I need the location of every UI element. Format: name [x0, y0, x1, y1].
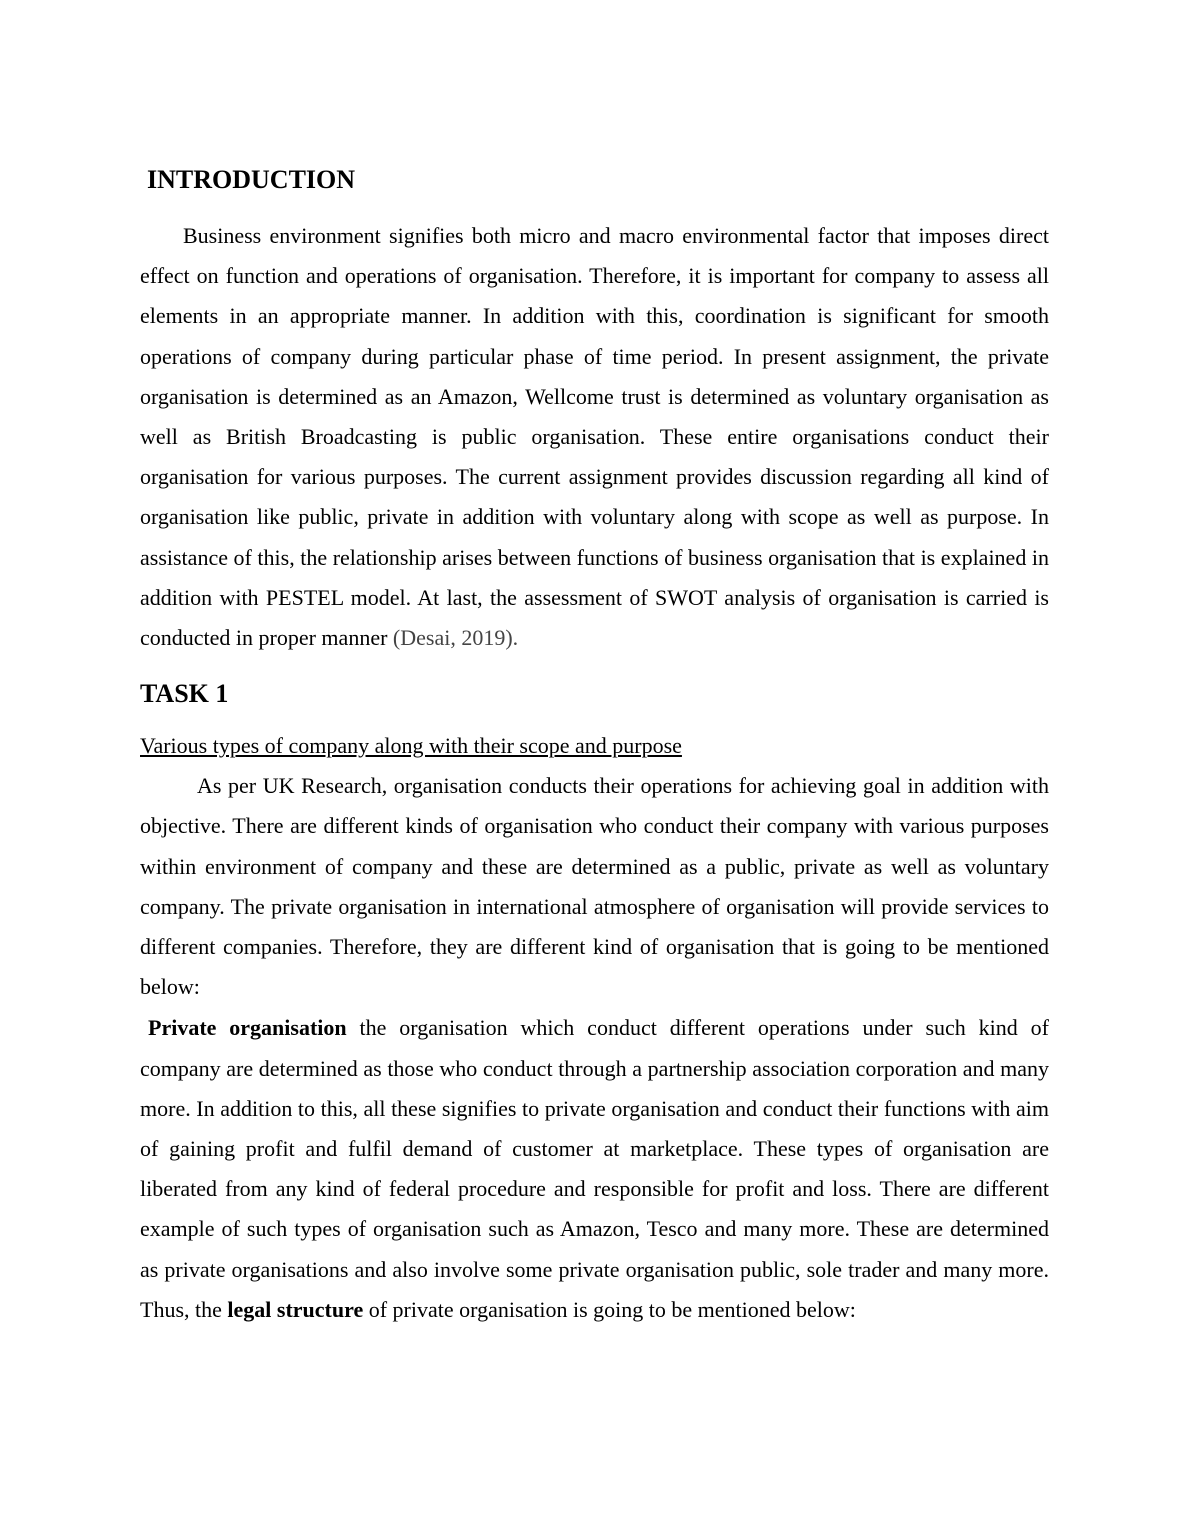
- private-organisation-text-1: the organisation which conduct different operations under such kind of company are determined as those who conduct through a partnership association corporation and many more. In addition to this, all these signifies to private organisation and conduct their functions with aim of gaining profit and fulfil demand of customer at marketplace. These types of organisation are liberated from any kind of federal procedure and responsible for profit and loss. There are different example of such types of organisation such as Amazon, Tesco and many more. These are determined as private organisations and also involve some private organisation public, sole trader and many more. Thus, the: [140, 1015, 1049, 1322]
- task1-heading: TASK 1: [140, 679, 229, 709]
- citation: (Desai, 2019): [392, 625, 513, 651]
- task1-paragraph: As per UK Research, organisation conducts their operations for achieving goal in addition with objective. There are different kinds of organisation who conduct their company with various purposes within environment of company and these are determined as a public, private as well as voluntary company. The private organisation in international atmosphere of organisation will provide services to different companies. Therefore, they are different kind of organisation that is going to be mentioned below:: [140, 773, 1049, 1000]
- introduction-heading: INTRODUCTION: [147, 165, 356, 194]
- private-organisation-paragraph: [140, 1008, 1049, 1330]
- introduction-paragraph: [140, 216, 1049, 658]
- private-organisation-text-2: of private organisation is going to be mentioned below:: [363, 1296, 856, 1322]
- task1-subheading: Various types of company along with their scope and purpose: [140, 733, 682, 759]
- legal-structure-term: legal structure: [227, 1296, 364, 1322]
- citation-period: .: [512, 625, 519, 651]
- private-organisation-term: Private organisation: [148, 1015, 347, 1041]
- introduction-text: Business environment signifies both micro and macro environmental factor that imposes direct effect on function and operations of organisation. Therefore, it is important for company to assess all elements in an appropriate manner. In addition with this, coordination is significant for smooth operations of company during particular phase of time period. In present assignment, the private organisation is determined as an Amazon, Wellcome trust is determined as voluntary organisation as well as British Broadcasting is public organisation. These entire organisations conduct their organisation for various purposes. The current assignment provides discussion regarding all kind of organisation like public, private in addition with voluntary along with scope as well as purpose. In assistance of this, the relationship arises between functions of business organisation that is explained in addition with PESTEL model. At last, the assessment of SWOT analysis of organisation is carried is conducted in proper manner: [140, 223, 1049, 651]
- document-page: [140, 160, 1049, 1330]
